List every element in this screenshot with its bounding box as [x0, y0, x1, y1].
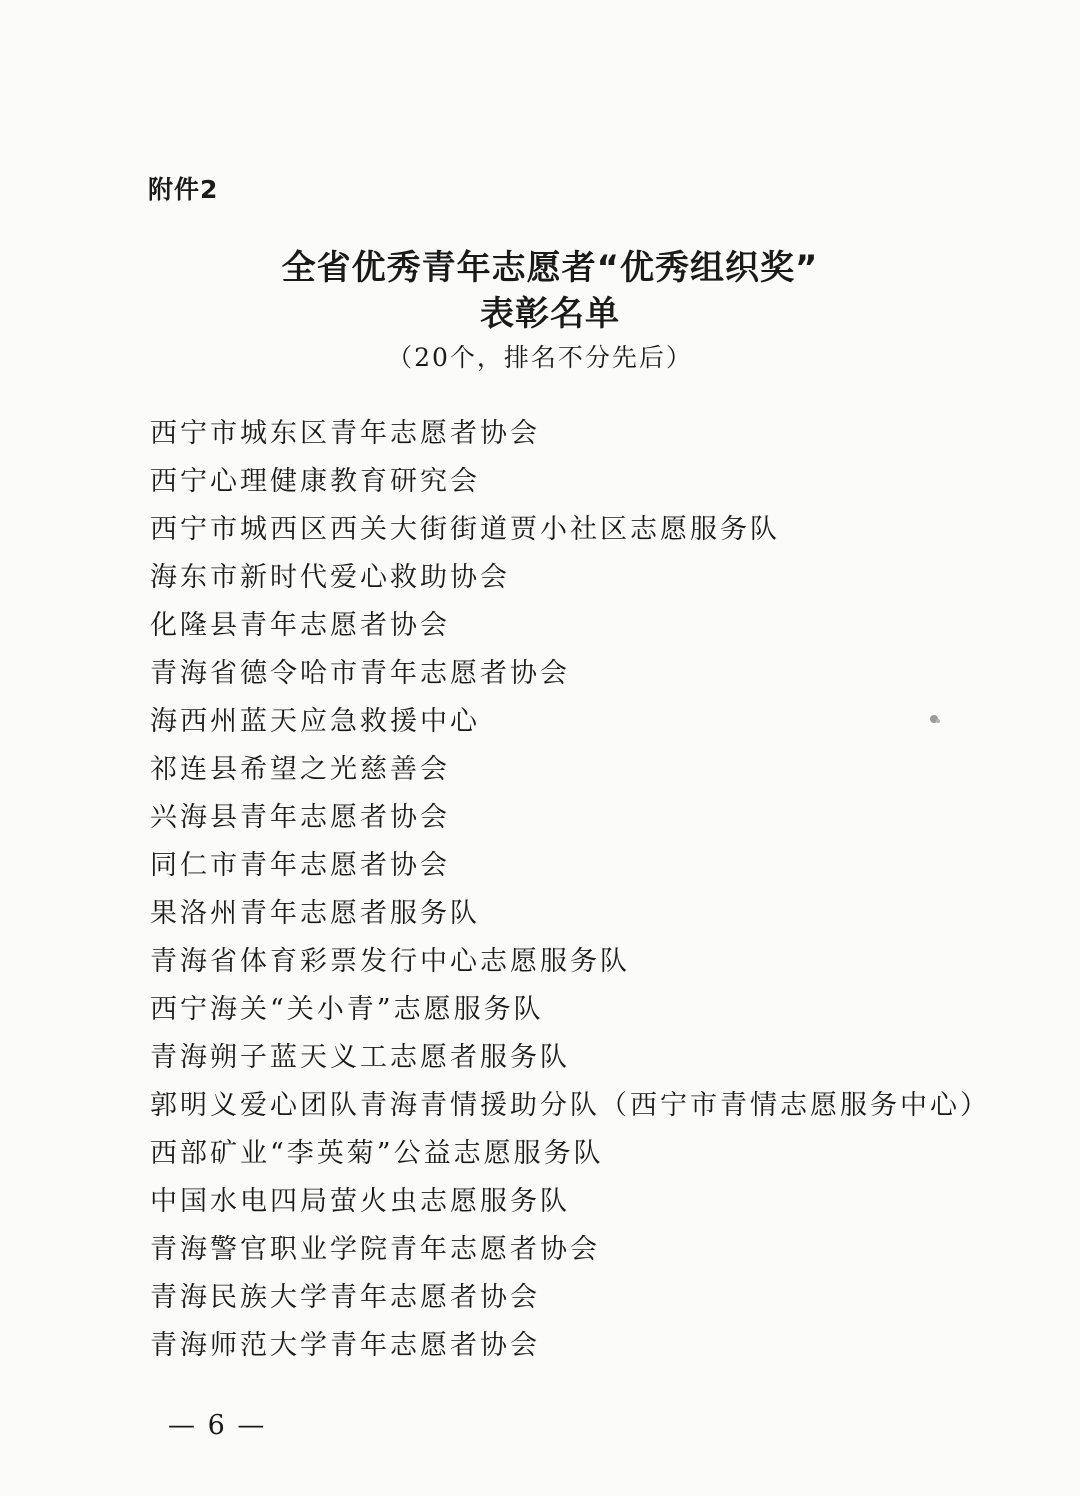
list-item: 兴海县青年志愿者协会	[150, 802, 450, 833]
attachment-label: 附件2	[148, 175, 219, 204]
list-item: 海西州蓝天应急救援中心	[150, 706, 480, 737]
list-item: 西宁海关“关小青”志愿服务队	[150, 994, 544, 1025]
list-item: 郭明义爱心团队青海青情援助分队（西宁市青情志愿服务中心）	[150, 1090, 990, 1121]
document-title-line-1: 全省优秀青年志愿者“优秀组织奖”	[281, 248, 819, 288]
list-item: 青海省德令哈市青年志愿者协会	[150, 658, 570, 689]
page-number: — 6 —	[168, 1410, 267, 1441]
list-item: 果洛州青年志愿者服务队	[150, 898, 480, 929]
list-item: 海东市新时代爱心救助协会	[150, 562, 510, 593]
list-item: 祁连县希望之光慈善会	[150, 754, 450, 785]
list-item: 西宁市城西区西关大街街道贾小社区志愿服务队	[150, 514, 780, 545]
list-item: 西宁市城东区青年志愿者协会	[150, 418, 540, 449]
document-title-line-2: 表彰名单	[480, 294, 620, 334]
list-item: 西部矿业“李英菊”公益志愿服务队	[150, 1138, 604, 1169]
list-item: 同仁市青年志愿者协会	[150, 850, 450, 881]
list-item: 中国水电四局萤火虫志愿服务队	[150, 1186, 570, 1217]
list-item: 青海师范大学青年志愿者协会	[150, 1330, 540, 1361]
list-item: 化隆县青年志愿者协会	[150, 610, 450, 641]
list-item: 青海警官职业学院青年志愿者协会	[150, 1234, 600, 1265]
list-item: 青海朔子蓝天义工志愿者服务队	[150, 1042, 570, 1073]
list-item: 青海省体育彩票发行中心志愿服务队	[150, 946, 630, 977]
paper-speck-mark	[928, 712, 942, 726]
list-item: 青海民族大学青年志愿者协会	[150, 1282, 540, 1313]
list-item: 西宁心理健康教育研究会	[150, 466, 480, 497]
organization-list	[150, 414, 990, 1374]
document-subtitle: （20个，排名不分先后）	[387, 343, 693, 372]
